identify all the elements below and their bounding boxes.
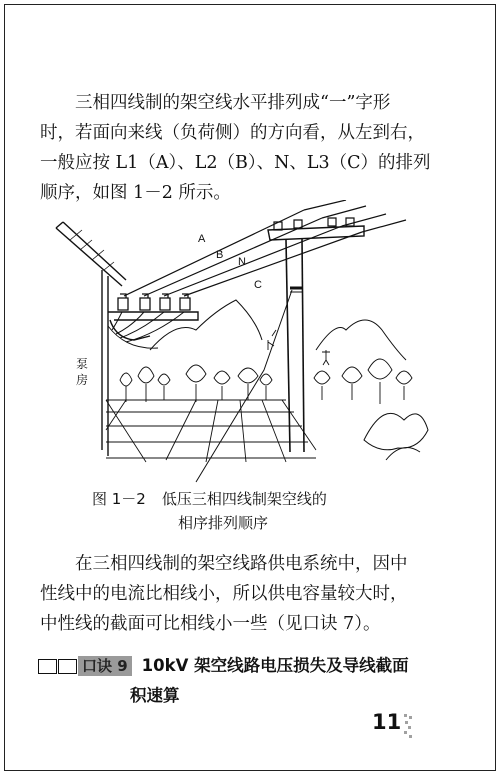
page-number: 11 [372, 710, 402, 734]
wire-label-b: B [216, 249, 224, 261]
library-stamp-icon [402, 712, 414, 740]
paragraph-line: 中性线的截面可比相线小一些（见口诀 7）。 [40, 614, 381, 634]
power-line-illustration [46, 200, 460, 485]
rhyme-badge [38, 651, 132, 681]
body-paragraph [40, 549, 458, 639]
book-icon [38, 659, 57, 674]
paragraph-line: 性线中的电流比相线小，所以供电容量较大时， [40, 584, 408, 604]
section-title-continued: 积速算 [130, 685, 180, 705]
figure-caption [92, 487, 327, 535]
caption-line-2: 相序排列顺序 [178, 514, 269, 532]
section-title: 10kV 架空线路电压损失及导线截面 [141, 655, 409, 675]
line-drawing [46, 200, 460, 485]
section-heading [38, 650, 458, 711]
intro-paragraph [40, 88, 458, 208]
book-icon [58, 659, 77, 674]
paragraph-line: 顺序，如图 1－2 所示。 [40, 183, 231, 203]
building-label-1: 泵 [76, 357, 89, 371]
figure-number: 图 1－2 [92, 490, 146, 508]
wire-label-a: A [198, 233, 206, 245]
rhyme-badge-label: 口诀 9 [78, 656, 132, 676]
paragraph-line: 时，若面向来线（负荷侧）的方向看，从左到右， [40, 123, 425, 143]
paragraph-line: 在三相四线制的架空线路供电系统中，因中 [75, 554, 408, 574]
paragraph-line: 一般应按 L1（A）、L2（B）、N、L3（C）的排列 [40, 153, 431, 173]
caption-line-1: 低压三相四线制架空线的 [161, 490, 327, 508]
building-label-2: 房 [76, 373, 89, 387]
wire-label-c: C [254, 279, 262, 291]
paragraph-line: 三相四线制的架空线水平排列成“一”字形 [75, 93, 391, 113]
wire-label-n: N [238, 256, 246, 268]
